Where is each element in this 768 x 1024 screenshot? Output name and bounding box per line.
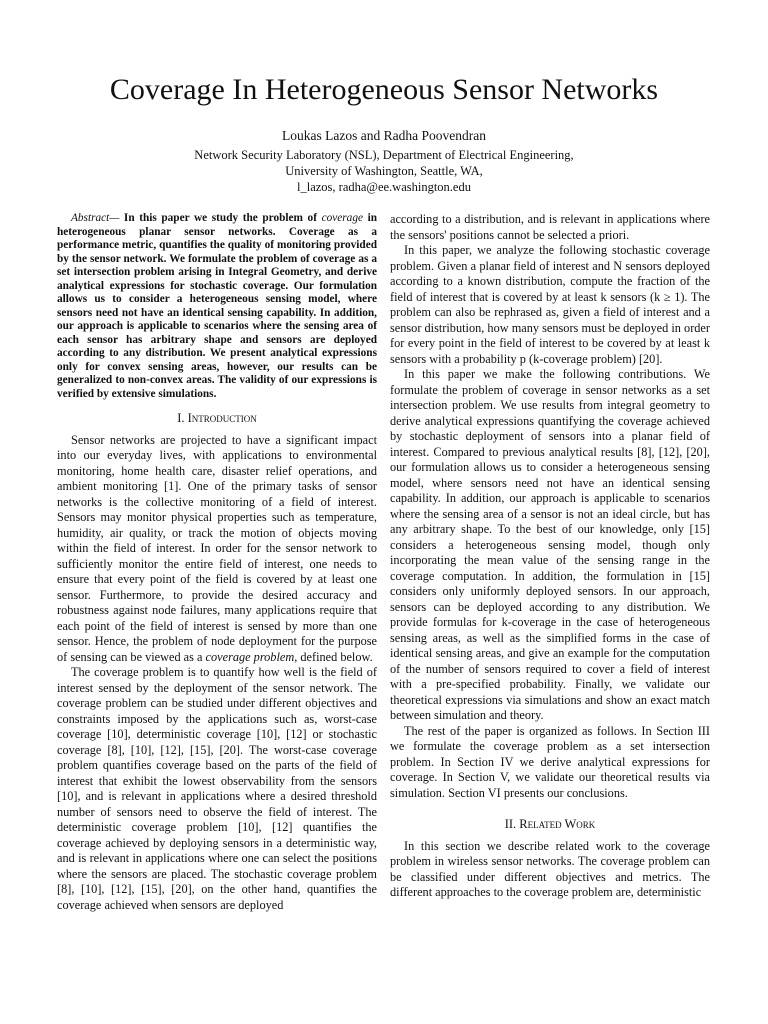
paper-title: Coverage In Heterogeneous Sensor Networks [109, 73, 659, 106]
affiliation-line-1: Network Security Laboratory (NSL), Department of Electrical Engineering, [194, 148, 574, 162]
abstract [57, 212, 377, 401]
section-heading-related-work: II. Related Work [504, 817, 596, 831]
intro-paragraph-4: In this paper we make the following contributions. We formulate the problem of coverage in sensor networks as a set intersection problem. We use results from integral geometry to derive analytical expressions quantifying the coverage achieved by stochastic deployment of sensors into a planar field of interest. Compared to previous analytical results [8], [12], [20], our formulation allows us to consider a heterogeneous sensing model, where sensors need not have an identical sensing capability. In addition, our approach is applicable to scenarios where the sensing area of a sensor is not an ideal circle, but has any arbitrary shape. To the best of our knowledge, only [15] considers a heterogeneous sensing model, though only incorporating the mean value of the sensing range in the coverage computation. In addition, the formulation in [15] considers only uniformly deployed sensors. In our approach, sensors can be deployed according to any distribution. We provide formulas for k-coverage in the case of heterogeneous sensing areas, as well as the simplified forms in the case of identical sensing areas, and give an example for the computation of the number of sensors required to cover a field of interest with a pre-specified probability. Finally, we validate our theoretical expressions via simulations and show an exact match between simulation and theory. [390, 367, 710, 722]
intro-paragraph-continued: according to a distribution, and is relevant in applications where the sensors' positions cannot be selected a priori. [390, 212, 710, 242]
abstract-emphasis: coverage [321, 212, 363, 224]
left-column [57, 212, 377, 913]
intro-paragraph-3: In this paper, we analyze the following stochastic coverage problem. Given a planar field of interest and N sensors deployed according to a known distribution, compute the fraction of the field of interest that is covered by at least k sensors (k ≥ 1). The problem can also be rephrased as, given a field of interest and a sensor distribution, how many sensors must be deployed in order for every point in the field of interest to be covered by at least k sensors with a probability p (k-coverage problem) [20]. [390, 243, 710, 366]
intro-p1-text-a: Sensor networks are projected to have a significant impact into our everyday lives, with applications to environmental monitoring, home health care, disaster relief operations, and ambient monitoring [1]. One of the primary tasks of sensor networks is the collective monitoring of a field of interest. Sensors may monitor physical properties such as temperature, humidity, air quality, or track the motion of objects moving within the field of interest. In order for the sensor network to sufficiently monitor the entire field of interest, one needs to ensure that every point of the field is covered by at least one sensor. Furthermore, to provide the desired accuracy and robustness against node failures, many applications require that each point of the field of interest is sensed by more than one sensor. Hence, the problem of node deployment for the purpose of sensing can be viewed as a [57, 432, 377, 664]
paper-authors: Loukas Lazos and Radha Poovendran [282, 128, 486, 143]
right-column [390, 212, 710, 901]
abstract-text-1: In this paper we study the problem of [119, 212, 322, 224]
intro-paragraph-2: The coverage problem is to quantify how well is the field of interest sensed by the deployment of the sensor network. The coverage problem can be studied under different objectives and constraints imposed by the applications such as, worst-case coverage [10], deterministic coverage [10], [12] or stochastic coverage [8], [10], [12], [15], [20]. The worst-case coverage problem quantifies coverage based on the parts of the field of interest that exhibit the lowest observability from the sensors [10], and is relevant in applications where a desired threshold number of sensors need to observe the field of interest. The deterministic coverage problem [10], [12] quantifies the coverage achieved by deploying sensors in a deterministic way, and is relevant in applications where one can select the positions where the sensors are placed. The stochastic coverage problem [8], [10], [12], [15], [20], on the other hand, quantifies the coverage achieved when sensors are deployed [57, 665, 377, 912]
intro-p1-text-b: , defined below. [294, 649, 373, 664]
abstract-text-2: in heterogeneous planar sensor networks. Coverage as a performance metric, quantifies the quality of monitoring provided by the sensor network. We formulate the problem of coverage as a set intersection problem arising in Integral Geometry, and derive analytical expressions for stochastic coverage. Our formulation allows us to consider a heterogeneous sensing model, where sensors need not have an identical sensing capability. In addition, our approach is applicable to scenarios where the sensing area of each sensor has arbitrary shape and sensors are deployed according to any distribution. We present analytical expressions only for convex sensing areas, however, our results can be generalized to non-convex areas. The validity of our expressions is verified by extensive simulations. [57, 212, 377, 400]
abstract-lead: Abstract— [71, 212, 120, 224]
section-heading-introduction: I. Introduction [177, 411, 257, 425]
affiliation-email: l_lazos, radha@ee.washington.edu [297, 180, 471, 194]
intro-paragraph-5: The rest of the paper is organized as follows. In Section III we formulate the coverage problem as a set intersection problem. In Section IV we derive analytical expressions for coverage. In Section V, we validate our theoretical results via simulation. Section VI presents our conclusions. [390, 723, 710, 800]
intro-paragraph-1 [57, 433, 377, 666]
affiliation-line-2: University of Washington, Seattle, WA, [285, 164, 483, 178]
related-paragraph-1: In this section we describe related work to the coverage problem in wireless sensor networks. The coverage problem can be classified under different objectives and metrics. The different approaches to the coverage problem are, deterministic [390, 838, 710, 899]
intro-p1-emphasis: coverage problem [205, 649, 295, 664]
